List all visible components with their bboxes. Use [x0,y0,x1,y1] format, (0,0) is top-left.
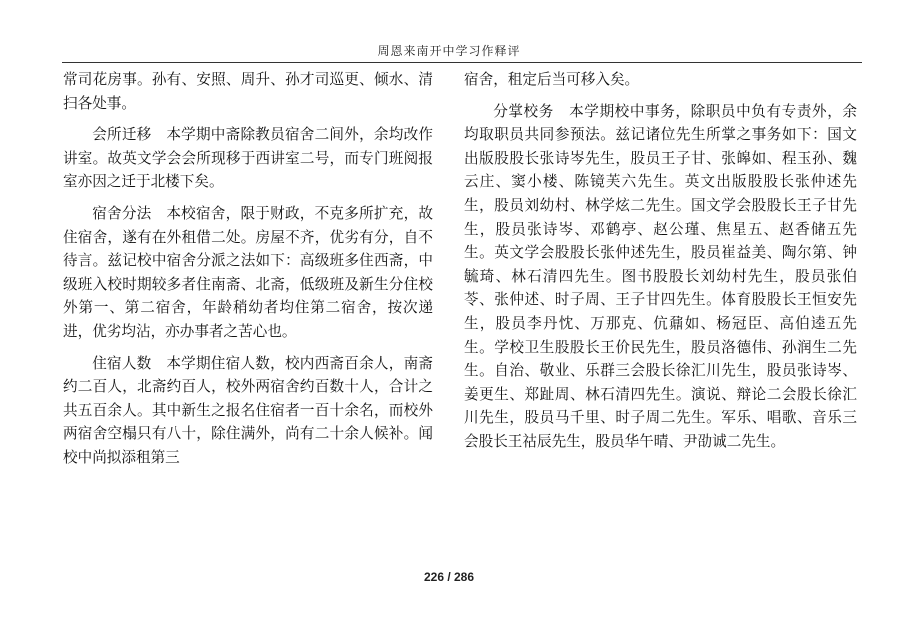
paragraph-school-affairs-division: 分掌校务 本学期校中事务，除职员中负有专责外，余均取职员共同参预法。兹记诸位先生所掌之事务如下：国文出版股股长张诗岑先生，股员王子甘、张皞如、程玉孙、魏云庄、窦小楼、陈镜芙六先生。英文出版股股长张仲述先生，股员刘幼村、林学炫二先生。国文学会股股长王子甘先生，股员张诗岑、邓鹤亭、赵公瑾、焦星五、赵香储五先生。英文学会股股长张仲述先生，股员崔益美、陶尔第、钟毓琦、林石清四先生。图书股股长刘幼村先生，股员张伯苓、张仲述、时子周、王子甘四先生。体育股股长王恒安先生，股员李丹忱、万那克、伉鼐如、杨冠臣、高伯逵五先生。学校卫生股股长王价民先生，股员洛德伟、孙润生二先生。自治、敬业、乐群三会股长徐汇川先生，股员张诗岑、姜更生、郑趾周、林石清四先生。演说、辩论二会股长徐汇川先生，股员马千里、时子周二先生。军乐、唱歌、音乐三会股长王祜辰先生，股员华午晴、尹劭诚二先生。 [464,102,857,450]
left-text-column [63,68,433,470]
paragraph-dormitory-allocation: 宿舍分法 本校宿舍，限于财政，不克多所扩充，故住宿舍，遂有在外租借二处。房屋不齐，优劣有分，自不待言。兹记校中宿舍分派之法如下：高级班多住西斋，中级班入校时期较多者住南斋、北斋，低级班及新生分住校外第一、第二宿舍，年龄稍幼者均住第二宿舍，按次递进，优劣均沾，亦办事者之苦心也。 [63,204,433,340]
page-number: 226 / 286 [423,570,475,584]
right-text-column [464,68,857,454]
page-header-title: 周恩来南开中学习作释评 [377,44,521,58]
paragraph-dormitory-continued: 宿舍，租定后当可移入矣。 [464,71,640,88]
header-divider [62,62,862,63]
paragraph-meeting-room-move: 会所迁移 本学期中斋除教员宿舍二间外，余均改作讲室。故英文学会会所现移于西讲室二号，而专门班阅报室亦因之迁于北楼下矣。 [63,126,433,191]
paragraph-flower-room-continued: 常司花房事。孙有、安照、周升、孙才司巡更、倾水、清扫各处事。 [63,71,433,112]
paragraph-boarding-numbers: 住宿人数 本学期住宿人数，校内西斋百余人，南斋约二百人，北斋约百人，校外两宿舍约百数十人，合计之共五百余人。其中新生之报名住宿者一百十余名，而校外两宿舍空榻只有八十，除住满外，尚有二十余人候补。闻校中尚拟添租第三 [63,354,433,466]
